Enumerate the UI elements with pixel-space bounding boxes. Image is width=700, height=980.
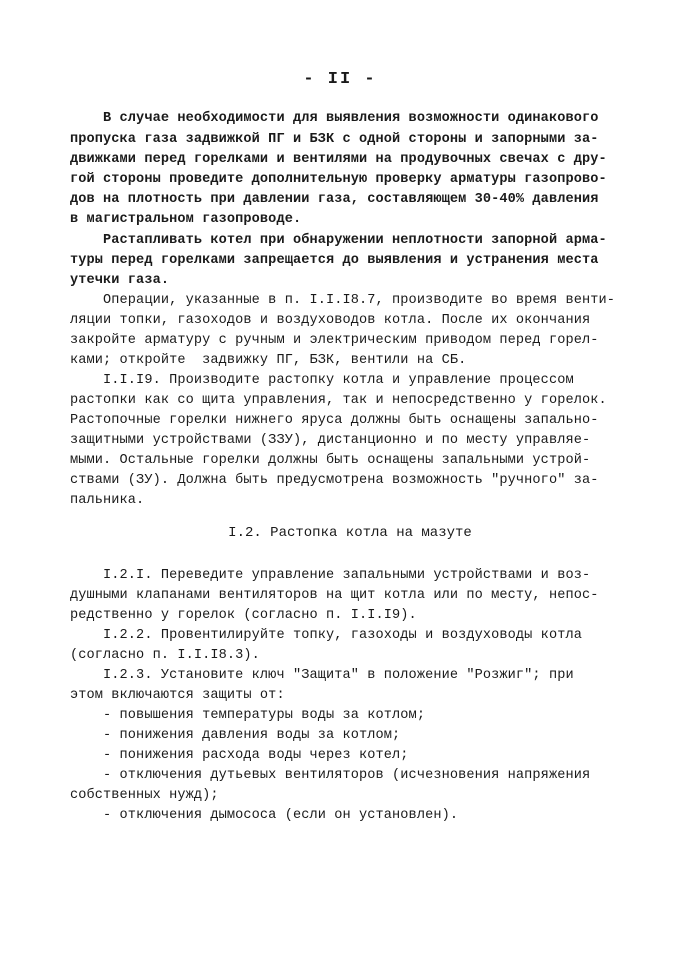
text-line: гой стороны проведите дополнительную проверку арматуры газопрово- (70, 172, 607, 187)
text-line: закройте арматуру с ручным и электрическим приводом перед горел- (70, 333, 599, 348)
text-line: защитными устройствами (ЗЗУ), дистанционно и по месту управляе- (70, 433, 591, 448)
text-line: собственных нужд); (70, 788, 219, 803)
text-line: I.2.I. Переведите управление запальными устройствами и воз- (70, 568, 591, 583)
text-line: ствами (ЗУ). Должна быть предусмотрена возможность "ручного" за- (70, 473, 599, 488)
text-line: туры перед горелками запрещается до выявления и устранения места (70, 253, 599, 268)
section-heading: I.2. Растопка котла на мазуте (228, 525, 472, 541)
text-line: этом включаются защиты от: (70, 688, 285, 703)
list-item: - отключения дымососа (если он установлен). (70, 808, 459, 823)
text-line: мыми. Остальные горелки должны быть оснащены запальными устрой- (70, 453, 591, 468)
text-line: ками; откройте задвижку ПГ, БЗК, вентили на СБ. (70, 353, 467, 368)
list-item: - понижения давления воды за котлом; (70, 728, 401, 743)
text-line: ляции топки, газоходов и воздуховодов котла. После их окончания (70, 313, 591, 328)
text-line: Растапливать котел при обнаружении неплотности запорной арма- (70, 233, 607, 248)
text-line: В случае необходимости для выявления возможности одинакового (70, 111, 599, 126)
text-line: редственно у горелок (согласно п. I.I.I9). (70, 608, 417, 623)
list-item: - понижения расхода воды через котел; (70, 748, 409, 763)
text-line: пальника. (70, 493, 145, 508)
list-item: - отключения дутьевых вентиляторов (исчезновения напряжения (70, 768, 591, 783)
text-line: I.2.2. Провентилируйте топку, газоходы и воздуховоды котла (70, 628, 582, 643)
text-line: (согласно п. I.I.I8.3). (70, 648, 260, 663)
list-item: - повышения температуры воды за котлом; (70, 708, 426, 723)
text-line: в магистральном газопроводе. (70, 212, 302, 227)
text-line: Растопочные горелки нижнего яруса должны быть оснащены запально- (70, 413, 599, 428)
text-line: растопки как со щита управления, так и непосредственно у горелок. (70, 393, 607, 408)
text-line: I.I.I9. Производите растопку котла и управление процессом (70, 373, 574, 388)
text-line: I.2.3. Установите ключ "Защита" в положение "Розжиг"; при (70, 668, 574, 683)
text-line: Операции, указанные в п. I.I.I8.7, производите во время венти- (70, 293, 615, 308)
text-line: пропуска газа задвижкой ПГ и БЗК с одной стороны и запорными за- (70, 132, 599, 147)
text-line: дов на плотность при давлении газа, составляющем 30-40% давления (70, 192, 599, 207)
text-line: душными клапанами вентиляторов на щит котла или по месту, непос- (70, 588, 599, 603)
page-number: - II - (303, 70, 377, 89)
text-line: утечки газа. (70, 273, 170, 288)
text-line: движками перед горелками и вентилями на продувочных свечах с дру- (70, 152, 607, 167)
